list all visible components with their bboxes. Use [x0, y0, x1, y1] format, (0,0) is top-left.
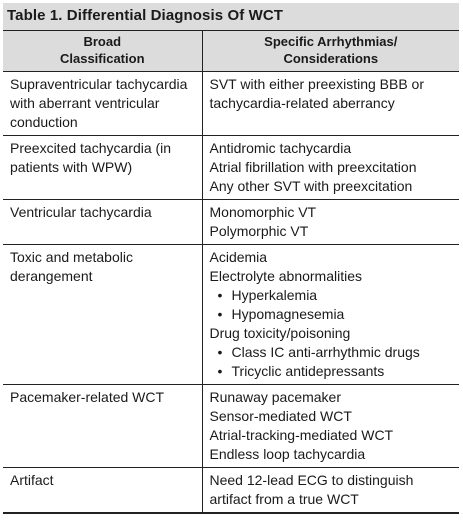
header-specific-arrhythmias: [202, 31, 459, 72]
classification-text: patients with WPW): [10, 159, 133, 175]
consideration-text: Electrolyte abnormalities: [209, 268, 363, 284]
consideration-text: Polymorphic VT: [209, 223, 309, 239]
classification-text: Ventricular tachycardia: [10, 204, 152, 220]
classification-text: conduction: [10, 114, 78, 130]
classification-cell: [3, 385, 202, 468]
header-text: Specific Arrhythmias/: [264, 34, 398, 49]
considerations-cell: [202, 200, 459, 245]
classification-text: Supraventricular tachycardia: [10, 76, 188, 92]
consideration-text: SVT with either preexisting BBB or: [209, 76, 425, 92]
considerations-cell: [202, 136, 459, 200]
consideration-text: Atrial fibrillation with preexcitation: [209, 159, 417, 175]
classification-text: Toxic and metabolic: [10, 249, 133, 265]
bullet-item: • Hyperkalemia: [210, 286, 456, 305]
title-bar: [3, 3, 459, 30]
consideration-text: Endless loop tachycardia: [209, 446, 366, 462]
consideration-text: Any other SVT with preexcitation: [209, 178, 413, 194]
consideration-text: Antidromic tachycardia: [209, 140, 352, 156]
header-broad-classification: [3, 31, 202, 72]
bullet-item: • Hypomagnesemia: [210, 305, 456, 324]
header-text: Considerations: [283, 51, 379, 66]
consideration-text: Acidemia: [209, 249, 268, 265]
classification-cell: [3, 136, 202, 200]
table-figure: [3, 3, 459, 514]
classification-cell: [3, 72, 202, 136]
bullet-item: • Class IC anti-arrhythmic drugs: [210, 343, 456, 362]
consideration-text: Sensor-mediated WCT: [209, 408, 352, 424]
considerations-cell: [202, 468, 459, 514]
table-row: [3, 468, 459, 514]
classification-cell: [3, 245, 202, 385]
considerations-cell: [202, 385, 459, 468]
classification-text: Preexcited tachycardia (in: [10, 140, 172, 156]
differential-diagnosis-table: [3, 30, 459, 514]
classification-text: with aberrant ventricular: [10, 95, 160, 111]
header-text: Broad: [83, 34, 122, 49]
classification-cell: [3, 200, 202, 245]
consideration-text: artifact from a true WCT: [209, 491, 359, 507]
header-text: Classification: [59, 51, 145, 66]
classification-cell: [3, 468, 202, 514]
header-row: [3, 31, 459, 72]
considerations-cell: [202, 72, 459, 136]
consideration-text: tachycardia-related aberrancy: [209, 95, 395, 111]
table-row: [3, 200, 459, 245]
consideration-text: Need 12-lead ECG to distinguish: [209, 472, 414, 488]
consideration-text: Runaway pacemaker: [209, 389, 342, 405]
consideration-text: Monomorphic VT: [209, 204, 317, 220]
table-row: [3, 136, 459, 200]
considerations-cell: [202, 245, 459, 385]
consideration-text: Atrial-tracking-mediated WCT: [209, 427, 394, 443]
table-title: Table 1. Differential Diagnosis Of WCT: [7, 7, 284, 24]
consideration-text: Drug toxicity/poisoning: [209, 325, 351, 341]
classification-text: Artifact: [10, 472, 54, 488]
table-row: [3, 385, 459, 468]
classification-text: Pacemaker-related WCT: [10, 389, 165, 405]
classification-text: derangement: [10, 268, 93, 284]
table-row: [3, 245, 459, 385]
bullet-item: • Tricyclic antidepressants: [210, 362, 456, 381]
table-row: [3, 72, 459, 136]
